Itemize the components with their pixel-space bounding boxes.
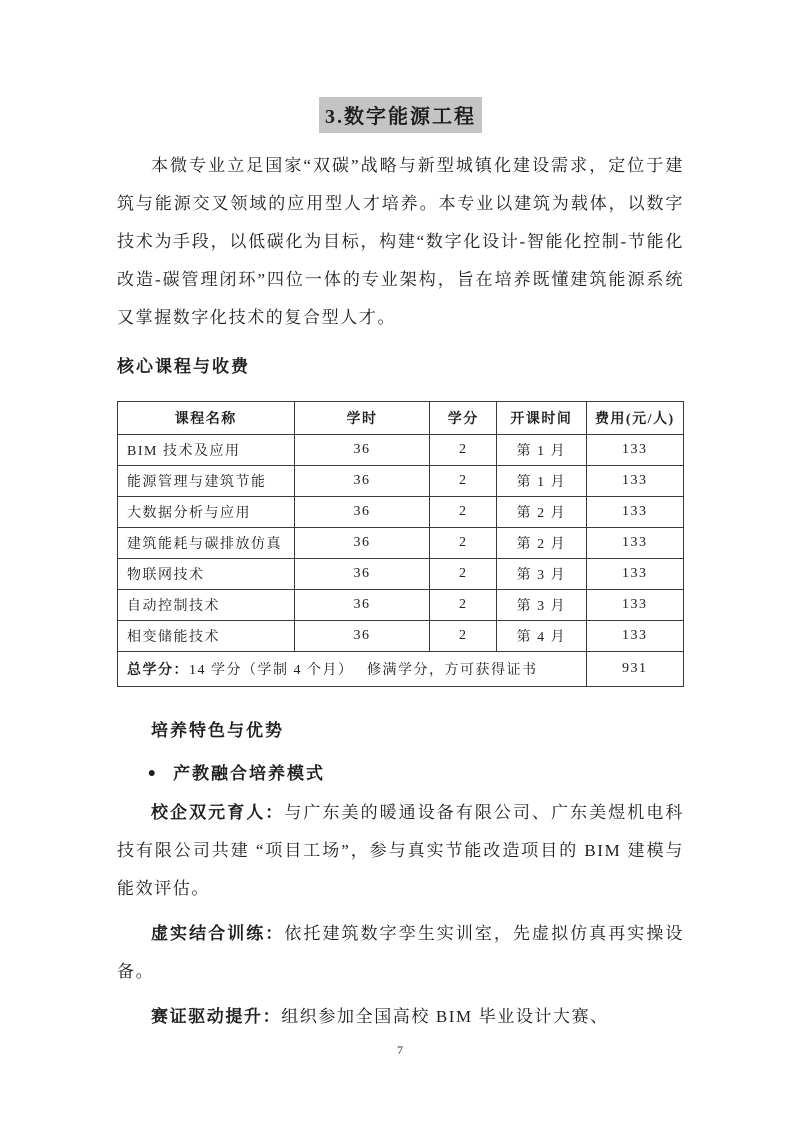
course-credits: 2 [430, 590, 497, 621]
feature-bullet-item [117, 761, 684, 787]
table-row [118, 435, 684, 466]
credits-summary [118, 652, 587, 687]
table-header-row [118, 402, 684, 435]
course-hours: 36 [294, 497, 430, 528]
course-credits: 2 [430, 528, 497, 559]
bullet-icon: ● [147, 766, 159, 781]
course-start: 第 2 月 [497, 497, 586, 528]
courses-heading: 核心课程与收费 [117, 357, 250, 376]
column-header-credits: 学分 [430, 402, 497, 435]
feature-bullet-title: 产教融合培养模式 [173, 764, 326, 783]
course-start: 第 1 月 [497, 466, 586, 497]
course-credits: 2 [430, 621, 497, 652]
table-row [118, 466, 684, 497]
table-row [118, 559, 684, 590]
course-fee: 133 [586, 590, 683, 621]
feature-lead: 赛证驱动提升： [151, 1007, 282, 1026]
course-hours: 36 [294, 559, 430, 590]
course-hours: 36 [294, 590, 430, 621]
feature-lead: 虚实结合训练： [151, 924, 285, 943]
feature-text: 依托建筑数字孪生实训室，先虚拟仿真再实操设备。 [117, 924, 684, 981]
title-highlight: 3.数字能源工程 [319, 97, 482, 133]
total-fee: 931 [586, 652, 683, 687]
course-hours: 36 [294, 621, 430, 652]
feature-text: 组织参加全国高校 BIM 毕业设计大赛、 [281, 1007, 609, 1026]
course-fee: 133 [586, 435, 683, 466]
column-header-hours: 学时 [294, 402, 430, 435]
course-fee: 133 [586, 621, 683, 652]
column-header-course: 课程名称 [118, 402, 295, 435]
course-start: 第 1 月 [497, 435, 586, 466]
table-row [118, 621, 684, 652]
course-name: 能源管理与建筑节能 [118, 466, 295, 497]
course-name: 自动控制技术 [118, 590, 295, 621]
page-title [117, 97, 684, 133]
course-name: 建筑能耗与碳排放仿真 [118, 528, 295, 559]
feature-paragraph [117, 998, 684, 1036]
course-name: 相变储能技术 [118, 621, 295, 652]
course-fee: 133 [586, 466, 683, 497]
credits-summary-label: 总学分： [127, 663, 189, 678]
column-header-fee: 费用(元/人) [586, 402, 683, 435]
course-start: 第 4 月 [497, 621, 586, 652]
course-name: BIM 技术及应用 [118, 435, 295, 466]
course-hours: 36 [294, 466, 430, 497]
feature-paragraph [117, 915, 684, 991]
table-footer-row [118, 652, 684, 687]
course-name: 大数据分析与应用 [118, 497, 295, 528]
course-start: 第 3 月 [497, 590, 586, 621]
column-header-start: 开课时间 [497, 402, 586, 435]
course-name: 物联网技术 [118, 559, 295, 590]
feature-lead: 校企双元育人： [151, 803, 285, 822]
table-row [118, 590, 684, 621]
courses-table [117, 401, 684, 687]
course-fee: 133 [586, 497, 683, 528]
feature-text: 与广东美的暖通设备有限公司、广东美煜机电科技有限公司共建 “项目工场”，参与真实节能改造项目的 BIM 建模与能效评估。 [117, 803, 684, 898]
course-fee: 133 [586, 528, 683, 559]
course-credits: 2 [430, 466, 497, 497]
course-hours: 36 [294, 528, 430, 559]
page-number: 7 [397, 1043, 403, 1057]
course-credits: 2 [430, 435, 497, 466]
table-row [118, 528, 684, 559]
credits-summary-note: 14 学分（学制 4 个月） 修满学分，方可获得证书 [189, 663, 538, 678]
intro-paragraph: 本微专业立足国家“双碳”战略与新型城镇化建设需求，定位于建筑与能源交叉领域的应用型人才培养。本专业以建筑为载体，以数字技术为手段，以低碳化为目标，构建“数字化设计-智能化控制-节能化改造-碳管理闭环”四位一体的专业架构，旨在培养既懂建筑能源系统又掌握数字化技术的复合型人才。 [117, 156, 684, 327]
course-credits: 2 [430, 559, 497, 590]
course-start: 第 2 月 [497, 528, 586, 559]
features-heading: 培养特色与优势 [151, 721, 284, 740]
course-credits: 2 [430, 497, 497, 528]
table-row [118, 497, 684, 528]
course-start: 第 3 月 [497, 559, 586, 590]
course-fee: 133 [586, 559, 683, 590]
course-hours: 36 [294, 435, 430, 466]
feature-paragraph [117, 794, 684, 908]
